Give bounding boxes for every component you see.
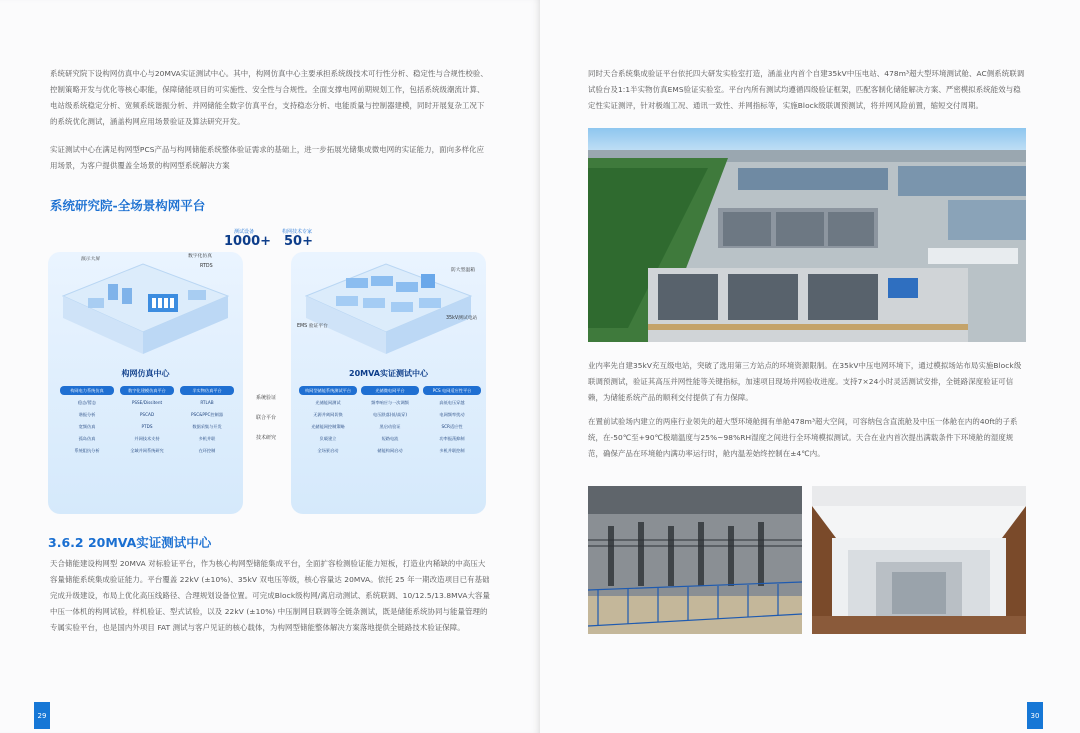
simulation-center-block <box>48 252 243 514</box>
test-c3-r5: 多机并联控制 <box>439 448 465 453</box>
test-header-1: 构网型储能系统测试平台 <box>299 386 357 395</box>
sim-c2-r3: PTDS <box>141 424 153 429</box>
label-joint-platform: 联合平台 <box>256 415 277 421</box>
tag-ems-platform: EMS 验证平台 <box>297 324 328 329</box>
test-header-3: PCS 电网适应性平台 <box>423 386 481 395</box>
right-page <box>540 0 1080 733</box>
test-c3-r4: 功率振荡抑制 <box>439 436 465 441</box>
sim-c2-r4: 并网技术支持 <box>134 436 160 441</box>
test-c1-r1: 光储能网测试 <box>315 400 341 405</box>
tag-display-screen: 演示大屏 <box>81 257 101 262</box>
test-c1-r3: 光储能网控制策略 <box>311 424 345 429</box>
sim-c1-r1: 稳态/暂态 <box>77 400 97 405</box>
sim-c1-r5: 系统阻抗分析 <box>74 448 100 453</box>
sim-c3-r3: 数据采集与开发 <box>192 424 222 429</box>
test-c1-r5: 全场景启动 <box>317 448 339 453</box>
stat-value-experts: 50+ <box>284 234 313 249</box>
sim-c2-r5: 全域并网系统研究 <box>130 448 164 453</box>
sim-header-3: 半实物仿真平台 <box>180 386 234 395</box>
sub-heading: 3.6.2 20MVA实证测试中心 <box>48 535 212 550</box>
simulation-center-title: 构网仿真中心 <box>121 369 170 378</box>
right-chamber-paragraph: 在置前试验场内建立的两座行业领先的超大型环境舱拥有单舱478m³超大空间，可容纳包含直流舱及中压一体舱在内的40ft的子系统，在-50℃至+90℃极端温度与25%~98%RH湿度之间进行全环境模拟测试。天合在业内首次提出满载条件下环境舱的湿度规范，确保产品在环境舱内满功率运行时，舱内温差始终控制在±4℃内。 <box>588 417 1018 458</box>
test-c2-r4: 短路电流 <box>381 436 399 441</box>
sim-c2-r1: PSSE/Dissitent <box>131 400 163 405</box>
sim-c1-r4: 孤岛仿真 <box>78 436 96 441</box>
test-center-title: 20MVA实证测试中心 <box>349 369 428 378</box>
tag-large-chamber: 防大型温箱 <box>451 268 475 273</box>
sim-header-2: 数字化建模仿真平台 <box>120 386 174 395</box>
left-second-paragraph: 实证测试中心在满足构网型PCS产品与构网储能系统整体验证需求的基础上，进一步拓展光储集成微电网的实证能力，面向多样化应用场景，为客户提供覆盖全场景的构网型系统解决方案 <box>50 145 485 170</box>
left-intro-paragraph: 系统研究院下设构网仿真中心与20MVA实证测试中心。其中，构网仿真中心主要承担系统级技术可行性分析、稳定性与合规性校验、控制策略开发与优化等核心职能，保障储能项目的可实施性、安全性与合规性。全面支撑电网前期规划工作，包括系统级潮流计算、电站级系统稳定分析、宽频系统谐振分析、并网储能全数字仿真平台，支持稳态分析、电能质量与控制器建模，同时开展复杂工况下的系统优化测试，涵盖构网应用场景验证及算法研究开发。 <box>50 69 488 126</box>
right-station-paragraph: 业内率先自建35kV充互级电站，突破了选用第三方站点的环境资源限制。在35kV中压电网环境下，通过模拟场站布局实施Block级联调预测试，验证其高压并网性能等关键指标，加速项目现场并网验收进度。支持7×24小时灵活测试安排，全链路深度验证可信赖，为储能系统产品的顺利交付提供了有力保障。 <box>588 361 1022 402</box>
sim-header-1: 构网电力系统仿真 <box>60 386 114 395</box>
section-title: 系统研究院-全场景构网平台 <box>50 198 206 213</box>
test-c3-r1: 高低电压穿越 <box>439 400 465 405</box>
tag-35kv-station: 35kV测试电站 <box>446 316 478 321</box>
test-c3-r3: SCR适应性 <box>441 424 463 429</box>
tag-digital-simulation: 数字化仿真 <box>188 254 212 259</box>
test-c2-r5: 储能构网启动 <box>377 448 403 453</box>
stat-label-devices: 测试设备 <box>234 229 255 235</box>
environment-chamber-photo <box>812 486 1026 634</box>
test-c1-r2: 无源并离网切换 <box>313 412 343 417</box>
substation-photo <box>588 486 802 634</box>
stat-value-devices: 1000+ <box>224 234 272 249</box>
sim-c3-r5: 在环控制 <box>198 448 216 453</box>
sim-c3-r2: PSC&PPC控制器 <box>191 412 223 417</box>
label-system-verification: 系统验证 <box>256 395 277 401</box>
right-intro-paragraph: 同时天合系统集成验证平台依托四大研发实验室打造，涵盖业内首个自建35kV中压电站、478m³超大型环境测试舱、AC侧系统联调试验台及1:1半实物仿真EMS验证实验室。平台内所有测试均遵循四级验证框架，匹配客制化储能解决方案、严密模拟系统能效与稳定性实证测评，针对极端工况、通讯一致性、并网指标等，实施Block级联调预测试，将并网风险前置，缩短交付周期。 <box>588 69 1025 110</box>
page-number-right: 30 <box>1027 702 1043 729</box>
label-tech-research: 技术研究 <box>256 435 277 441</box>
test-c3-r2: 电网频率扰动 <box>439 412 465 417</box>
tag-rtds: RTDS <box>200 264 213 269</box>
test-center-block <box>291 252 486 514</box>
aerial-facility-photo <box>588 128 1026 342</box>
simulation-room-illustration <box>48 254 243 364</box>
test-c2-r1: 频率响应与一次调频 <box>371 400 409 405</box>
sim-c1-r2: 谐振分析 <box>78 412 96 417</box>
test-c2-r3: 黑启动验证 <box>379 424 401 429</box>
test-c1-r4: 负载建立 <box>319 436 337 441</box>
sim-c2-r2: PSCAD <box>139 412 155 417</box>
test-c2-r2: 电压跌落(低/高穿) <box>373 412 407 417</box>
stat-label-experts: 构网技术专家 <box>282 229 313 235</box>
test-header-2: 光储微电网平台 <box>361 386 419 395</box>
sim-c3-r1: RTLAB <box>200 400 214 405</box>
platform-diagram <box>48 222 488 517</box>
sim-c1-r3: 宽频仿真 <box>78 424 96 429</box>
left-test-center-paragraph: 天合储能建设构网型 20MVA 对标验证平台，作为核心构网型储能集成平台，全面扩容检测验证能力短板，打造业内稀缺的中高压大容量储能系统集成验证能力。平台覆盖 22kV (±10%)、35kV 双电压等级，核心容量达 20MVA。依托 25 年一期改造项目已有基础完成升级建设，布局上优化高压线路径、合理规划设备位置。可完成Block级构网/离启动测试、系统联调、10/12.5/13.8MVA大容量中压一体机的构网试验，样机验证、型式试验，以及 22kV (±10%) 中压制网目联调等全链条测试，既是储能系统协同与能量管理的专属实验平台，也是国内外项目 FAT 测试与客户见证的核心载体，为构网型储能整体解决方案落地提供全链路技术验证保障。 <box>50 559 490 632</box>
page-number-left: 29 <box>34 702 50 729</box>
sim-c3-r4: 多机并联 <box>198 436 216 441</box>
